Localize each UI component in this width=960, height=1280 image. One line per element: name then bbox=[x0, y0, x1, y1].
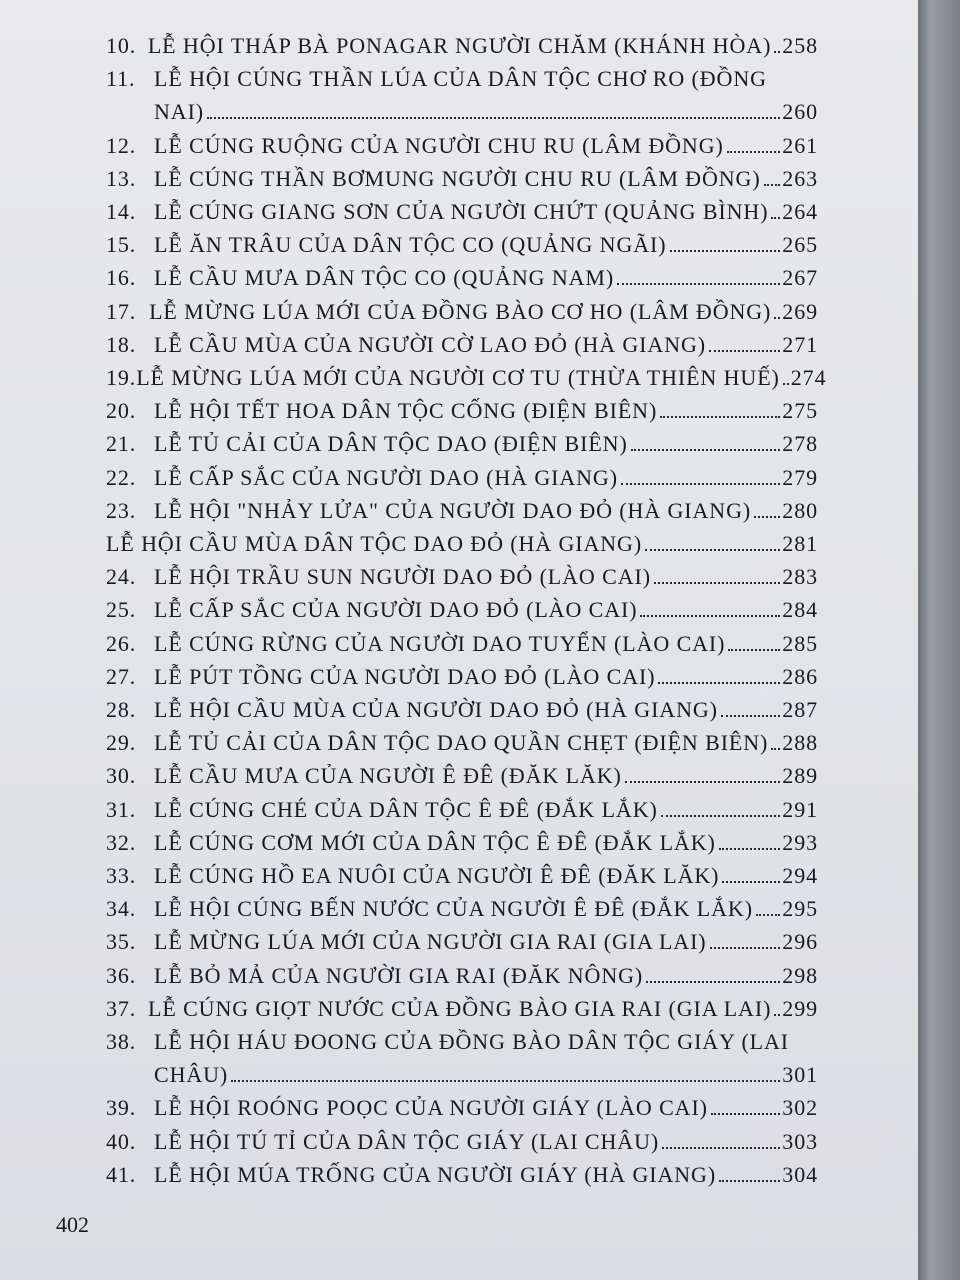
entry-page: 302 bbox=[782, 1095, 818, 1121]
toc-line bbox=[106, 529, 818, 559]
entry-title: LỄ CÚNG THẦN BƠMUNG NGƯỜI CHU RU (LÂM ĐỒNG) bbox=[154, 165, 761, 191]
toc-line bbox=[106, 1127, 818, 1157]
dot-leader bbox=[783, 383, 789, 385]
entry-page: 261 bbox=[782, 132, 818, 158]
entry-page: 263 bbox=[782, 165, 818, 191]
toc-line bbox=[106, 64, 818, 94]
entry-title: LỄ HỘI HÁU ĐOONG CỦA ĐỒNG BÀO DÂN TỘC GIÁY (LAI bbox=[154, 1029, 790, 1054]
toc-line bbox=[106, 496, 818, 526]
dot-leader bbox=[617, 283, 780, 285]
entry-title-continued: NAI) bbox=[154, 99, 205, 125]
page-number: 402 bbox=[56, 1212, 89, 1237]
dot-leader bbox=[727, 151, 781, 153]
dot-leader bbox=[756, 914, 780, 916]
dot-leader bbox=[646, 981, 780, 983]
entry-page: 295 bbox=[782, 896, 818, 922]
toc-line bbox=[106, 31, 818, 61]
entry-number: 13. bbox=[106, 165, 137, 191]
dot-leader bbox=[728, 649, 780, 651]
dot-leader bbox=[771, 748, 780, 750]
dot-leader bbox=[722, 881, 780, 883]
entry-page: 299 bbox=[782, 995, 818, 1021]
entry-number: 30. bbox=[106, 763, 137, 789]
entry-number: 37. bbox=[106, 995, 137, 1021]
dot-leader bbox=[654, 582, 780, 584]
entry-page: 258 bbox=[782, 33, 818, 58]
entry-title: LỄ TỦ CẢI CỦA DÂN TỘC DAO (ĐIỆN BIÊN) bbox=[154, 431, 628, 457]
entry-number: 12. bbox=[106, 132, 137, 158]
entry-page: 279 bbox=[782, 464, 818, 490]
dot-leader bbox=[719, 1180, 780, 1182]
toc-line bbox=[106, 861, 818, 891]
entry-title: LỄ HỘI CẦU MÙA DÂN TỘC DAO ĐỎ (HÀ GIANG) bbox=[106, 531, 643, 556]
entry-title: LỄ HỘI TÚ TỈ CỦA DÂN TỘC GIÁY (LAI CHÂU) bbox=[154, 1128, 660, 1154]
entry-title: LỄ HỘI CẦU MÙA CỦA NGƯỜI DAO ĐỎ (HÀ GIANG) bbox=[154, 697, 718, 722]
toc-line bbox=[106, 396, 818, 426]
toc-line bbox=[106, 795, 818, 825]
entry-number: 36. bbox=[106, 962, 137, 988]
toc-line bbox=[106, 994, 818, 1024]
entry-title: LỄ MỪNG LÚA MỚI CỦA NGƯỜI CƠ TU (THỪA THIÊN HUẾ) bbox=[136, 365, 780, 390]
entry-number: 11. bbox=[106, 66, 136, 92]
toc-line bbox=[106, 961, 818, 991]
entry-page: 296 bbox=[782, 929, 818, 955]
entry-number: 35. bbox=[106, 929, 137, 955]
entry-page: 278 bbox=[782, 431, 818, 457]
entry-number: 25. bbox=[106, 597, 137, 623]
page-edge-shadow bbox=[918, 0, 960, 1280]
entry-number: 24. bbox=[106, 564, 137, 590]
entry-page: 269 bbox=[782, 298, 818, 324]
entry-page: 274 bbox=[790, 365, 827, 390]
dot-leader bbox=[710, 947, 781, 949]
entry-title: LỄ CÚNG RỪNG CỦA NGƯỜI DAO TUYỂN (LÀO CAI) bbox=[154, 630, 726, 656]
toc-line bbox=[106, 894, 818, 924]
dot-leader bbox=[660, 416, 780, 418]
toc-line bbox=[106, 728, 818, 758]
entry-title: LỄ CÚNG CƠM MỚI CỦA DÂN TỘC Ê ĐÊ (ĐẮK LẮK) bbox=[154, 829, 716, 855]
entry-title: LỄ HỘI TẾT HOA DÂN TỘC CỐNG (ĐIỆN BIÊN) bbox=[154, 398, 658, 424]
entry-number: 17. bbox=[106, 298, 137, 324]
toc-line bbox=[106, 1093, 818, 1123]
entry-number: 15. bbox=[106, 232, 137, 258]
entry-number: 20. bbox=[106, 398, 137, 424]
entry-title: LỄ CÚNG GIANG SƠN CỦA NGƯỜI CHỨT (QUẢNG BÌNH) bbox=[154, 199, 769, 224]
entry-page: 281 bbox=[782, 531, 818, 556]
toc-line bbox=[106, 562, 818, 592]
entry-page: 260 bbox=[782, 99, 818, 125]
toc-line bbox=[106, 263, 818, 293]
dot-leader bbox=[658, 682, 780, 684]
entry-page: 284 bbox=[782, 597, 818, 623]
entry-number: 23. bbox=[106, 497, 137, 523]
entry-page: 293 bbox=[782, 829, 818, 855]
entry-title: LỄ HỘI "NHẢY LỬA" CỦA NGƯỜI DAO ĐỎ (HÀ GIANG) bbox=[154, 497, 752, 523]
entry-page: 275 bbox=[782, 398, 818, 424]
entry-title-continued: CHÂU) bbox=[154, 1062, 229, 1088]
dot-leader bbox=[719, 848, 781, 850]
entry-number: 39. bbox=[106, 1095, 137, 1121]
toc-line bbox=[154, 1060, 818, 1090]
entry-title: LỄ CẦU MƯA DÂN TỘC CO (QUẢNG NAM) bbox=[154, 265, 615, 291]
toc-line bbox=[106, 330, 818, 360]
toc-line bbox=[106, 297, 818, 327]
entry-page: 291 bbox=[782, 796, 818, 822]
entry-title: LỄ MỪNG LÚA MỚI CỦA NGƯỜI GIA RAI (GIA LAI) bbox=[154, 929, 707, 955]
toc-line bbox=[106, 595, 818, 625]
entry-title: LỄ CÚNG GIỌT NƯỚC CỦA ĐỒNG BÀO GIA RAI (GIA LAI) bbox=[148, 995, 772, 1021]
entry-number: 14. bbox=[106, 199, 137, 224]
dot-leader bbox=[774, 51, 780, 53]
entry-title: LỄ ĂN TRÂU CỦA DÂN TỘC CO (QUẢNG NGÃI) bbox=[154, 232, 667, 258]
toc-line bbox=[106, 828, 818, 858]
dot-leader bbox=[231, 1080, 780, 1082]
toc-line bbox=[106, 131, 818, 161]
entry-number: 34. bbox=[106, 896, 137, 922]
toc-line bbox=[154, 97, 818, 127]
entry-number: 31. bbox=[106, 796, 137, 822]
entry-page: 287 bbox=[782, 697, 818, 722]
dot-leader bbox=[721, 715, 780, 717]
entry-number: 26. bbox=[106, 630, 137, 656]
entry-page: 301 bbox=[782, 1062, 818, 1088]
toc-line bbox=[106, 629, 818, 659]
entry-page: 303 bbox=[782, 1128, 818, 1154]
entry-page: 283 bbox=[782, 564, 818, 590]
entry-title: LỄ HỘI TRẦU SUN NGƯỜI DAO ĐỎ (LÀO CAI) bbox=[154, 564, 651, 590]
entry-title: LỄ MỪNG LÚA MỚI CỦA ĐỒNG BÀO CƠ HO (LÂM ĐỒNG) bbox=[149, 298, 772, 324]
entry-title: LỄ HỘI CÚNG BẾN NƯỚC CỦA NGƯỜI Ê ĐÊ (ĐẮK LẮK) bbox=[154, 896, 753, 922]
entry-number: 41. bbox=[106, 1161, 137, 1187]
entry-page: 264 bbox=[782, 199, 818, 224]
dot-leader bbox=[711, 1113, 780, 1115]
entry-title: LỄ CẦU MƯA CỦA NGƯỜI Ê ĐÊ (ĐĂK LĂK) bbox=[154, 763, 622, 789]
toc-line bbox=[106, 463, 818, 493]
toc-line bbox=[106, 197, 818, 227]
dot-leader bbox=[670, 250, 781, 252]
entry-number: 29. bbox=[106, 730, 137, 756]
entry-number: 22. bbox=[106, 464, 137, 490]
toc-line bbox=[106, 1160, 818, 1190]
entry-title: LỄ CÚNG CHÉ CỦA DÂN TỘC Ê ĐÊ (ĐẮK LẮK) bbox=[154, 796, 658, 822]
entry-title: LỄ CẦU MÙA CỦA NGƯỜI CỜ LAO ĐỎ (HÀ GIANG) bbox=[154, 331, 706, 357]
entry-number: 27. bbox=[106, 663, 137, 689]
entry-number: 28. bbox=[106, 697, 137, 722]
entry-title: LỄ HỘI THÁP BÀ PONAGAR NGƯỜI CHĂM (KHÁNH HÒA) bbox=[147, 33, 772, 58]
dot-leader bbox=[662, 1147, 780, 1149]
entry-number: 38. bbox=[106, 1029, 137, 1054]
entry-title: LỄ CÚNG HỒ EA NUÔI CỦA NGƯỜI Ê ĐÊ (ĐĂK LĂK) bbox=[154, 863, 720, 888]
dot-leader bbox=[764, 184, 781, 186]
entry-page: 288 bbox=[782, 730, 818, 756]
entry-number: 16. bbox=[106, 265, 137, 291]
entry-page: 294 bbox=[782, 863, 818, 888]
entry-page: 285 bbox=[782, 630, 818, 656]
entry-title: LỄ CÚNG RUỘNG CỦA NGƯỜI CHU RU (LÂM ĐỒNG) bbox=[154, 132, 724, 158]
toc-line bbox=[106, 164, 818, 194]
entry-number: 21. bbox=[106, 431, 137, 457]
entry-page: 271 bbox=[782, 331, 818, 357]
entry-title: LỄ PÚT TỒNG CỦA NGƯỜI DAO ĐỎ (LÀO CAI) bbox=[154, 663, 656, 689]
entry-page: 298 bbox=[782, 962, 818, 988]
entry-page: 265 bbox=[782, 232, 818, 258]
entry-page: 280 bbox=[782, 497, 818, 523]
toc-line bbox=[106, 695, 818, 725]
toc-line bbox=[106, 761, 818, 791]
dot-leader bbox=[640, 615, 780, 617]
toc-line bbox=[106, 927, 818, 957]
entry-number: 10. bbox=[106, 33, 137, 58]
entry-number: 32. bbox=[106, 829, 137, 855]
entry-title: LỄ CẤP SẮC CỦA NGƯỜI DAO ĐỎ (LÀO CAI) bbox=[154, 597, 638, 623]
dot-leader bbox=[709, 350, 780, 352]
entry-page: 267 bbox=[782, 265, 818, 291]
entry-title: LỄ BỎ MẢ CỦA NGƯỜI GIA RAI (ĐĂK NÔNG) bbox=[154, 962, 644, 988]
entry-title: LỄ TỦ CẢI CỦA DÂN TỘC DAO QUẦN CHẸT (ĐIỆN BIÊN) bbox=[154, 730, 769, 756]
dot-leader bbox=[771, 217, 780, 219]
toc-line bbox=[106, 363, 827, 393]
dot-leader bbox=[774, 1014, 780, 1016]
dot-leader bbox=[754, 516, 780, 518]
dot-leader bbox=[207, 117, 780, 119]
toc-line bbox=[106, 230, 818, 260]
entry-page: 286 bbox=[782, 663, 818, 689]
entry-title: LỄ HỘI MÚA TRỐNG CỦA NGƯỜI GIÁY (HÀ GIANG) bbox=[154, 1161, 717, 1187]
toc-line bbox=[106, 662, 818, 692]
toc-line bbox=[106, 1027, 818, 1057]
entry-number: 18. bbox=[106, 331, 137, 357]
entry-page: 289 bbox=[782, 763, 818, 789]
entry-number: 40. bbox=[106, 1128, 137, 1154]
dot-leader bbox=[631, 449, 781, 451]
entry-page: 304 bbox=[782, 1161, 818, 1187]
dot-leader bbox=[621, 483, 780, 485]
dot-leader bbox=[661, 815, 781, 817]
dot-leader bbox=[645, 549, 780, 551]
entry-title: LỄ HỘI CÚNG THẦN LÚA CỦA DÂN TỘC CHƠ RO (ĐỒNG bbox=[154, 66, 767, 92]
entry-title: LỄ HỘI ROÓNG POỌC CỦA NGƯỜI GIÁY (LÀO CAI) bbox=[154, 1095, 708, 1121]
dot-leader bbox=[625, 781, 781, 783]
entry-number: 19. bbox=[106, 365, 137, 390]
dot-leader bbox=[774, 317, 780, 319]
entry-title: LỄ CẤP SẮC CỦA NGƯỜI DAO (HÀ GIANG) bbox=[154, 464, 618, 490]
entry-number: 33. bbox=[106, 863, 137, 888]
toc-line bbox=[106, 429, 818, 459]
